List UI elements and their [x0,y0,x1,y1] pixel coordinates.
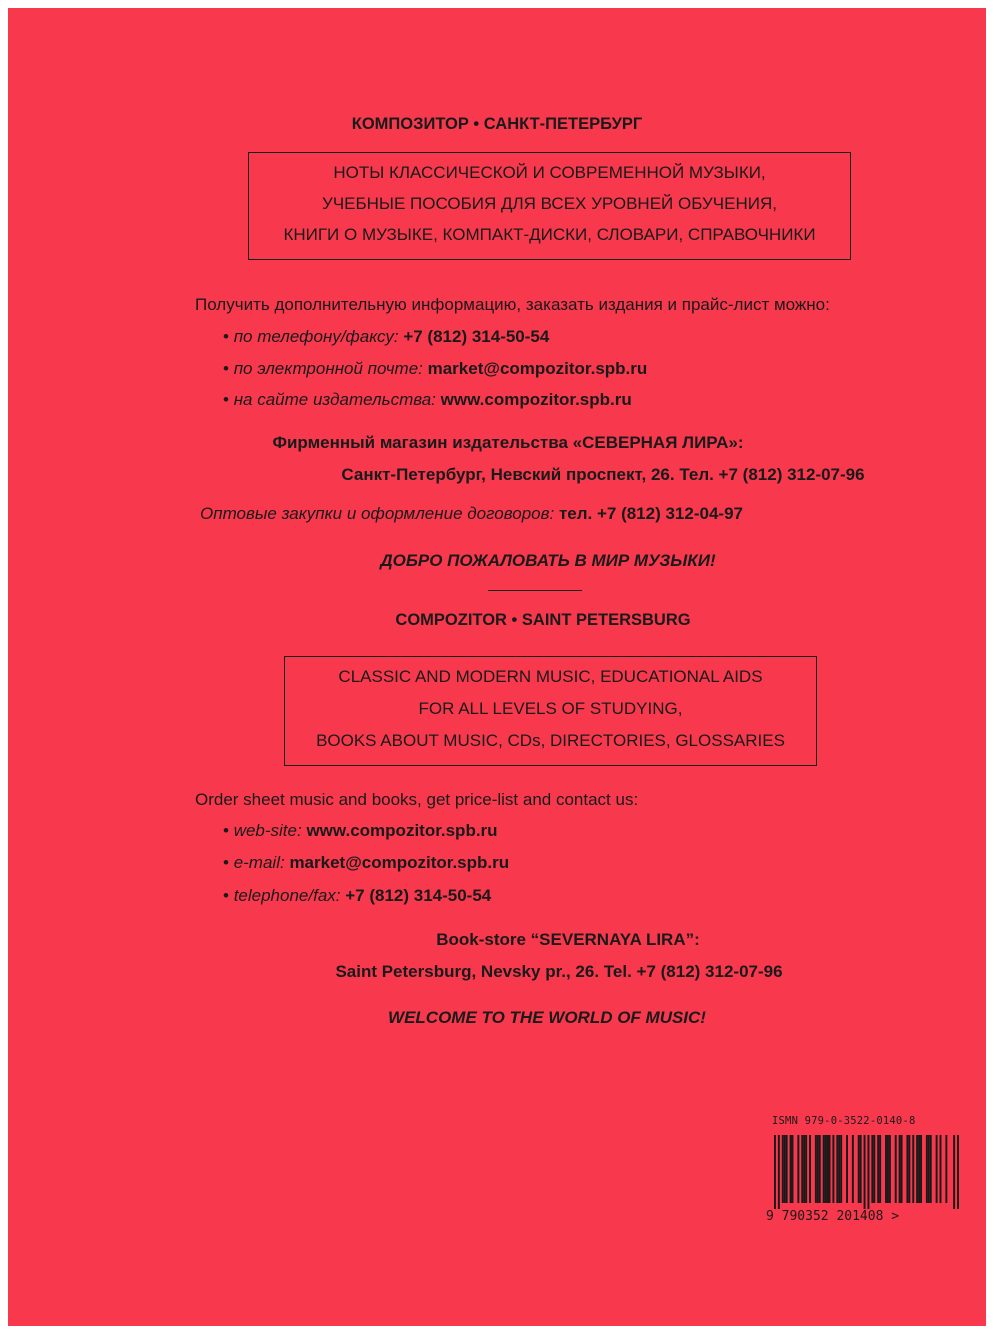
barcode-bar [784,1135,786,1203]
barcode-bar [885,1135,887,1203]
barcode-bar [819,1135,821,1203]
ru-catalog-line: НОТЫ КЛАССИЧЕСКОЙ И СОВРЕМЕННОЙ МУЗЫКИ, [333,163,766,182]
barcode-bar [908,1135,910,1203]
en-contact-label: web-site: [233,821,302,840]
ru-publisher-title: КОМПОЗИТОР • САНКТ-ПЕТЕРБУРГ [351,115,643,133]
en-website-value: www.compozitor.spb.ru [306,821,498,840]
barcode-bar [829,1135,831,1203]
barcode-bar [957,1135,959,1209]
barcode-bar [838,1135,840,1203]
ru-contact-label: по телефону/факсу: [233,327,399,346]
barcode-bar [778,1135,780,1209]
ru-contact-email: • по электронной почте: market@compozitor.spb.ru [223,359,648,378]
en-catalog-box [284,656,817,766]
ru-wholesale [200,504,743,524]
en-catalog-line: BOOKS ABOUT MUSIC, CDs, DIRECTORIES, GLOSSARIES [316,731,785,750]
barcode-bar [803,1135,805,1203]
barcode-bar [871,1135,873,1203]
barcode-bar [832,1135,834,1203]
barcode-bar [895,1135,897,1203]
barcode-bar [797,1135,799,1203]
barcode-bar [906,1135,908,1203]
en-contact-label: e-mail: [233,853,285,872]
barcode-bar [867,1135,869,1209]
en-catalog-line: FOR ALL LEVELS OF STUDYING, [418,699,683,718]
back-cover [8,8,986,1326]
ismn-label: ISMN 979-0-3522-0140-8 [772,1115,916,1127]
section-divider [488,590,582,591]
barcode-digits: 9 790352 201408 > [766,1209,900,1224]
barcode-bar [928,1135,930,1203]
barcode-bar [918,1135,920,1203]
ru-wholesale-label: Оптовые закупки и оформление договоров: [200,504,555,523]
barcode-bar [801,1135,803,1203]
barcode-bar [782,1135,784,1203]
barcode-block [766,1115,972,1227]
barcode-bar [809,1135,811,1203]
ru-website-value: www.compozitor.spb.ru [440,390,632,409]
barcode-bar [877,1135,879,1203]
en-store-address: Saint Petersburg, Nevsky pr., 26. Tel. +7 (812) 312-07-96 [335,962,783,981]
barcode-bar [930,1135,932,1203]
barcode-bar [901,1135,903,1203]
barcode-bar [817,1135,819,1203]
barcode-bar [864,1135,866,1209]
barcode-bar [940,1135,942,1203]
barcode-bar [815,1135,817,1203]
en-contact-website: • web-site: www.compozitor.spb.ru [223,821,498,840]
barcode-bar [889,1135,891,1203]
barcode-bar [926,1135,928,1203]
ru-contact-label: по электронной почте: [233,359,423,378]
barcode-bar [805,1135,807,1203]
ru-welcome-slogan: ДОБРО ПОЖАЛОВАТЬ В МИР МУЗЫКИ! [380,551,716,570]
barcode-bar [836,1135,838,1203]
ru-wholesale-phone: тел. +7 (812) 312-04-97 [558,504,743,523]
barcode-bar [790,1135,792,1203]
barcode-bar [912,1135,914,1203]
en-store-name: Book-store “SEVERNAYA LIRA”: [436,930,700,949]
ru-intro-text: Получить дополнительную информацию, заказать издания и прайс-лист можно: [195,295,830,314]
en-publisher-title: COMPOZITOR • SAINT PETERSBURG [395,611,691,629]
barcode-bar [936,1135,938,1203]
barcode-bar [774,1135,776,1209]
barcode-bar [825,1135,827,1203]
barcode-bars [774,1135,959,1209]
en-phone-value: +7 (812) 314-50-54 [345,886,492,905]
barcode-bar [916,1135,918,1203]
barcode-bar [887,1135,889,1203]
barcode-bar [846,1135,848,1203]
barcode-bar [858,1135,860,1203]
barcode-bar [786,1135,788,1203]
ru-store-name: Фирменный магазин издательства «СЕВЕРНАЯ ЛИРА»: [272,433,744,452]
barcode-bar [852,1135,854,1203]
barcode-bar [827,1135,829,1203]
ru-catalog-box [248,152,851,260]
en-contact-label: telephone/fax: [233,886,341,905]
en-email-value: market@compozitor.spb.ru [289,853,510,872]
ru-store-address: Санкт-Петербург, Невский проспект, 26. Тел. +7 (812) 312-07-96 [341,465,865,484]
barcode-bar [945,1135,947,1203]
en-contact-email: • e-mail: market@compozitor.spb.ru [223,853,510,872]
ru-contact-website: • на сайте издательства: www.compozitor.spb.ru [223,390,632,409]
barcode-bar [823,1135,825,1203]
barcode-bar [873,1135,875,1203]
barcode-bar [953,1135,955,1209]
barcode-bar [899,1135,901,1203]
barcode-bar [792,1135,794,1203]
en-intro-text: Order sheet music and books, get price-list and contact us: [195,790,639,809]
en-contact-phone: • telephone/fax: +7 (812) 314-50-54 [223,886,492,905]
barcode-bar [840,1135,842,1203]
ru-phone-value: +7 (812) 314-50-54 [403,327,550,346]
ru-catalog-line: КНИГИ О МУЗЫКЕ, КОМПАКТ-ДИСКИ, СЛОВАРИ, СПРАВОЧНИКИ [283,225,816,244]
en-catalog-line: CLASSIC AND MODERN MUSIC, EDUCATIONAL AIDS [338,667,763,686]
ru-contact-label: на сайте издательства: [233,390,436,409]
ru-catalog-line: УЧЕБНЫЕ ПОСОБИЯ ДЛЯ ВСЕХ УРОВНЕЙ ОБУЧЕНИЯ, [322,194,777,213]
barcode-bar [879,1135,881,1203]
ru-email-value: market@compozitor.spb.ru [427,359,648,378]
en-welcome-slogan: WELCOME TO THE WORLD OF MUSIC! [388,1008,706,1027]
barcode-bar [920,1135,922,1203]
barcode-bar [860,1135,862,1203]
ru-contact-phone: • по телефону/факсу: +7 (812) 314-50-54 [223,327,550,346]
